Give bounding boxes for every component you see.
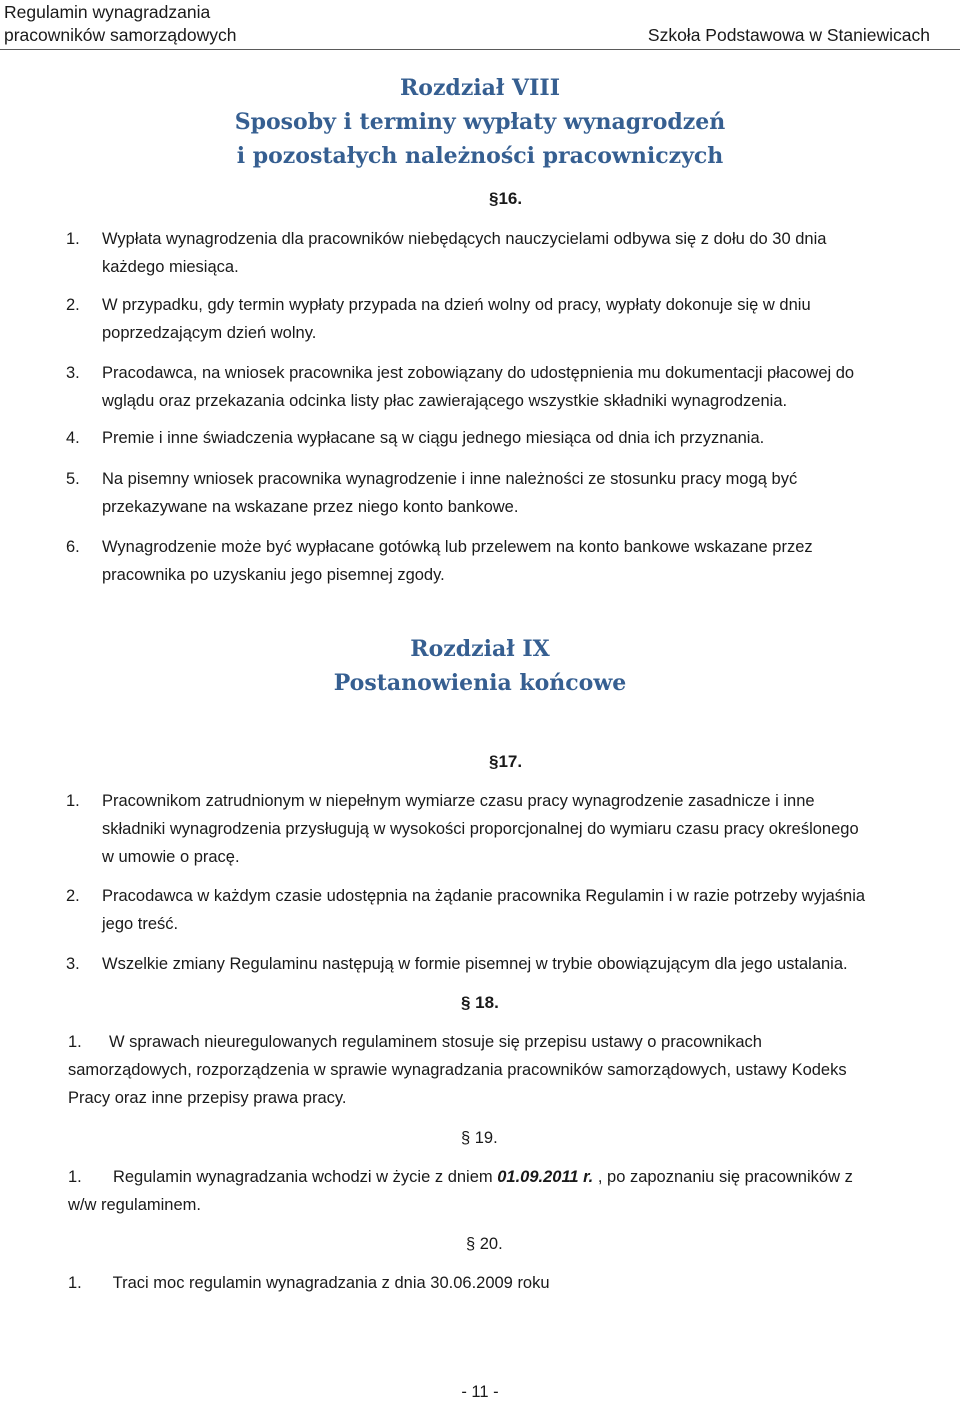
item-number: 2. (66, 296, 80, 314)
header-title-line2: pracowników samorządowych (4, 25, 237, 45)
chapter-9-number: Rozdział IX (410, 636, 550, 662)
item-number: 1. (66, 792, 80, 810)
item-line: samorządowych, rozporządzenia w sprawie wynagradzania pracowników samorządowych, ustawy Kodeks (68, 1061, 847, 1079)
item-number: 3. (66, 955, 80, 973)
item-line: przekazywane na wskazane przez niego konto bankowe. (102, 498, 519, 516)
item-text-end: , po zapoznaniu się pracowników z (593, 1168, 853, 1186)
item-line: Wypłata wynagrodzenia dla pracowników niebędących nauczycielami odbywa się z dołu do 30 dnia (102, 230, 827, 248)
item-text-start: Regulamin wynagradzania wchodzi w życie z dniem (112, 1168, 498, 1186)
item-number: 1. (68, 1274, 82, 1292)
item-number: 1. (68, 1168, 82, 1186)
item-line: Pracodawca, na wniosek pracownika jest zobowiązany do udostępnienia mu dokumentacji płacowej do (102, 364, 855, 382)
section-20-mark: § 20. (466, 1235, 503, 1253)
item-line: Traci moc regulamin wynagradzania z dnia 30.06.2009 roku (112, 1274, 550, 1292)
item-line: w umowie o pracę. (102, 848, 240, 866)
s20-item-1 (68, 1269, 948, 1297)
item-line: Pracodawca w każdym czasie udostępnia na żądanie pracownika Regulamin i w razie potrzeby wyjaśnia (102, 887, 866, 905)
item-line: składniki wynagrodzenia przysługują w wysokości proporcjonalnej do wymiaru czasu pracy określonego (102, 820, 859, 838)
item-line: wglądu oraz przekazania odcinka listy płac zawierającego wszystkie składniki wynagrodzenia. (102, 392, 788, 410)
item-number: 3. (66, 364, 80, 382)
item-line: Premie i inne świadczenia wypłacane są w ciągu jednego miesiąca od dnia ich przyznania. (102, 429, 765, 447)
header-title-line1: Regulamin wynagradzania (4, 2, 211, 22)
item-line: Wszelkie zmiany Regulaminu następują w formie pisemnej w trybie obowiązującym dla jego ustalania. (102, 955, 848, 973)
section-19-mark: § 19. (461, 1129, 498, 1147)
effective-date: 01.09.2011 r. (497, 1168, 594, 1186)
header-school-name: Szkoła Podstawowa w Staniewicach (647, 25, 930, 45)
item-line: każdego miesiąca. (102, 258, 239, 276)
item-number: 1. (68, 1033, 82, 1051)
item-line: pracownika po uzyskaniu jego pisemnej zgody. (102, 566, 445, 584)
item-line: Pracownikom zatrudnionym w niepełnym wymiarze czasu pracy wynagrodzenie zasadnicze i inne (102, 792, 815, 810)
section-16-mark: §16. (489, 189, 523, 208)
chapter-8-title-line1: Sposoby i terminy wypłaty wynagrodzeń (234, 109, 726, 135)
item-number: 2. (66, 887, 80, 905)
item-number: 4. (66, 429, 80, 447)
item-line: Wynagrodzenie może być wypłacane gotówką lub przelewem na konto bankowe wskazane przez (102, 538, 813, 556)
item-number: 6. (66, 538, 80, 556)
s18-item-1 (68, 1028, 948, 1112)
item-line: W przypadku, gdy termin wypłaty przypada na dzień wolny od pracy, wypłaty dokonuje się w dniu (102, 296, 811, 314)
item-number: 1. (66, 230, 80, 248)
item-line: poprzedzającym dzień wolny. (102, 324, 317, 342)
item-line: Na pisemny wniosek pracownika wynagrodzenie i inne należności ze stosunku pracy mogą być (102, 470, 798, 488)
s19-item-1 (68, 1163, 948, 1219)
chapter-9-title: Postanowienia końcowe (333, 670, 627, 696)
header-document-title (4, 1, 236, 47)
section-17-mark: §17. (489, 752, 523, 771)
section-18-mark: § 18. (461, 993, 499, 1012)
item-line: jego treść. (102, 915, 179, 933)
item-number: 5. (66, 470, 80, 488)
chapter-8-title-line2: i pozostałych należności pracowniczych (236, 143, 724, 169)
page-header (0, 0, 960, 50)
item-line: Pracy oraz inne przepisy prawa pracy. (68, 1089, 347, 1107)
item-line: w/w regulaminem. (68, 1196, 201, 1214)
item-line: W sprawach nieuregulowanych regulaminem stosuje się przepisu ustawy o pracownikach (108, 1033, 762, 1051)
page-number: - 11 - (461, 1383, 499, 1401)
chapter-8-number: Rozdział VIII (399, 75, 560, 101)
